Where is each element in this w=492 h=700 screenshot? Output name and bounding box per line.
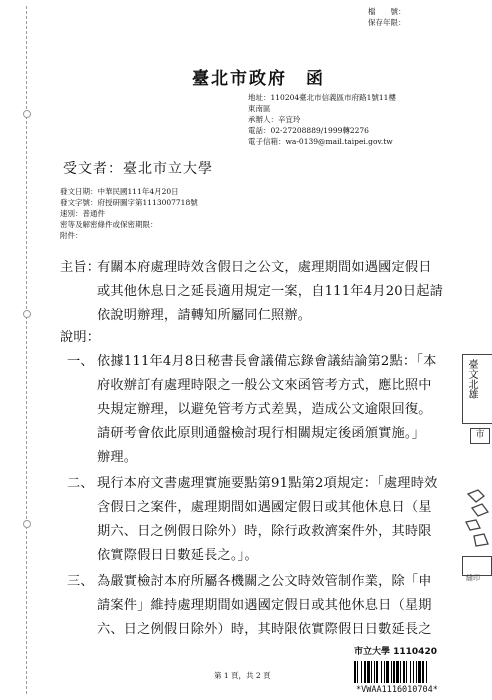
explain-item bbox=[97, 570, 432, 642]
retention-label: 保存年限： bbox=[368, 18, 406, 27]
subject-text bbox=[97, 256, 443, 328]
barcode-bar bbox=[376, 661, 378, 683]
barcode-label bbox=[348, 645, 472, 697]
subject-line: 依說明辦理，請轉知所屬同仁照辦。 bbox=[97, 308, 312, 323]
barcode-bar bbox=[416, 661, 417, 683]
doc-date: 發文日期：中華民國111年4月20日 bbox=[60, 187, 179, 196]
explain-line: 央規定辦理，以避免管考方式差異，造成公文逾限回復。 bbox=[97, 402, 432, 417]
contact-handler: 承辦人：辛宜玲 bbox=[248, 115, 301, 124]
subject-line: 有關本府處理時效含假日之公文，處理期間如遇國定假日 bbox=[97, 260, 432, 275]
binding-hole bbox=[23, 110, 31, 118]
contact-phone: 電話：02-27208889/1999轉2276 bbox=[248, 126, 369, 135]
explain-line: 為嚴實檢討本府所屬各機關之公文時效管制作業，除「申 bbox=[97, 574, 432, 589]
barcode-bar bbox=[386, 661, 389, 683]
barcode-bar bbox=[418, 661, 421, 683]
seal-stamp-text-2: 市 bbox=[475, 430, 485, 440]
subject-label: 主旨： bbox=[60, 260, 101, 275]
file-number-label: 檔 號： bbox=[368, 7, 406, 16]
explain-line: 請案件」維持處理期間如遇國定假日或其他休息日（星期 bbox=[97, 598, 432, 613]
contact-address: 地址：110204臺北市信義區市府路1號11樓 bbox=[248, 93, 396, 102]
barcode-bar bbox=[393, 661, 395, 683]
explain-item-num: 三、 bbox=[67, 574, 94, 589]
explain-line: 現行本府文書處理實施要點第91點第2項規定：「處理時效 bbox=[97, 476, 438, 491]
barcode-bar bbox=[374, 661, 375, 683]
doc-secret: 密等及解密條件或保密期限： bbox=[60, 220, 158, 229]
explain-line: 辦理。 bbox=[97, 450, 138, 465]
barcode-bars bbox=[354, 661, 466, 683]
explain-line: 府收辦訂有處理時限之一般公文來函管考方式，應比照中 bbox=[97, 378, 432, 393]
explain-item-num: 一、 bbox=[67, 354, 94, 369]
explain-line: 含假日之案件，處理期間如遇國定假日或其他休息日（星 bbox=[97, 500, 432, 515]
barcode-bar bbox=[391, 661, 392, 683]
perforation-mark bbox=[462, 486, 492, 556]
seal-stamp-fragment bbox=[470, 428, 490, 444]
barcode-bar bbox=[396, 661, 399, 683]
barcode-bar bbox=[406, 661, 407, 683]
explain-item bbox=[97, 472, 437, 568]
doc-speed: 速別：普通件 bbox=[60, 209, 105, 218]
barcode-bar bbox=[400, 661, 401, 683]
barcode-bar bbox=[371, 661, 372, 683]
seal-stamp-text: 臺文北雄 bbox=[466, 359, 477, 399]
explain-line: 請研考會依此原則通盤檢討現行相關規定後函頒實施。」 bbox=[97, 426, 426, 441]
recipient bbox=[63, 158, 213, 178]
page-number: 第 1 頁，共 2 頁 bbox=[214, 671, 271, 680]
barcode-bar bbox=[357, 661, 358, 683]
barcode-bar bbox=[426, 661, 427, 683]
explain-line: 依據111年4月8日秘書長會議備忘錄會議結論第2點：「本 bbox=[97, 354, 437, 369]
explain-item-num: 二、 bbox=[67, 476, 94, 491]
barcode-id: *VWAA1116010704* bbox=[356, 685, 438, 695]
barcode-bar bbox=[381, 661, 382, 683]
barcode-bar bbox=[364, 661, 366, 683]
seal-block bbox=[462, 556, 492, 576]
barcode-bar bbox=[410, 661, 411, 683]
edge-mark-text: 縫印 bbox=[466, 574, 480, 582]
binding-hole bbox=[23, 520, 31, 528]
barcode-bar bbox=[403, 661, 405, 683]
explain-line: 依實際假日日數延長之。」。 bbox=[97, 548, 258, 563]
explain-line: 期六、日之例假日除外）時，除行政救濟案件外，其時限 bbox=[97, 524, 432, 539]
seal-stamp bbox=[462, 354, 492, 424]
explain-line: 六、日之例假日除外）時，其時限依實際假日日數延長之 bbox=[97, 622, 432, 637]
doc-meta bbox=[60, 186, 198, 241]
contact-block bbox=[248, 92, 396, 147]
barcode-bar bbox=[384, 661, 385, 683]
barcode-bar bbox=[354, 661, 356, 683]
barcode-bar bbox=[367, 661, 370, 683]
recipient-value: 臺北市立大學 bbox=[123, 161, 213, 177]
barcode-bar bbox=[422, 661, 424, 683]
explain-label: 說明： bbox=[60, 330, 101, 345]
barcode-header: 市立大學 1110420 bbox=[354, 647, 437, 657]
explain-item bbox=[97, 350, 436, 470]
recipient-label: 受文者： bbox=[63, 161, 123, 177]
doc-number: 發文字號：府授研圖字第1113007718號 bbox=[60, 198, 198, 207]
contact-email: 電子信箱：wa-0139@mail.taipei.gov.tw bbox=[248, 137, 393, 146]
barcode-bar bbox=[413, 661, 414, 683]
page-title: 臺北市政府 函 bbox=[192, 69, 325, 89]
doc-attachment: 附件： bbox=[60, 231, 83, 240]
binding-hole bbox=[23, 310, 31, 318]
contact-address-cont: 東南區 bbox=[248, 104, 271, 113]
barcode-bar bbox=[361, 661, 362, 683]
subject-line: 或其他休息日之延長適用規定一案，自111年4月20日起請 bbox=[97, 284, 444, 299]
